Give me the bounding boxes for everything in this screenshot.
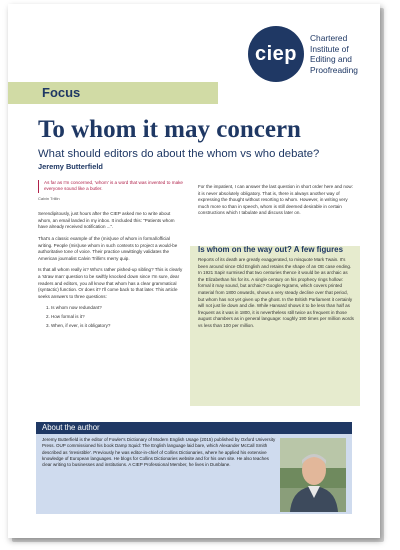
paragraph: Is that all whom really is? Who's rather pished-up sibling? This is clearly a 'straw man' question to be swiftly knocked down since I'm sure, dear readers and editors, you all know that whom has a clear grammatical (syntactic) function. Or does it? I'll come back to that later. This article seeks answers to three questions: bbox=[38, 267, 183, 299]
left-column bbox=[38, 180, 183, 331]
article-subtitle: What should editors do about the whom vs who debate? bbox=[38, 148, 320, 160]
ciep-logo bbox=[248, 26, 380, 82]
logo-wordmark: ciep bbox=[254, 42, 298, 65]
document-page bbox=[8, 4, 380, 538]
paragraph: Serendipitously, just hours after the CIEP asked me to write about whom, an email landed in my inbox. It included this: "Patients whom have already received notification ...". bbox=[38, 211, 175, 230]
paragraph: For the impatient, I can answer the last question in short order here and now: it is never absolutely obligatory. That is, there is always another way of expressing the thought without resorting to whom. However, in writing very much more so than in speech, whom is still deemed desirable in certain constructions which I tabulate and discuss later on. bbox=[198, 184, 353, 216]
about-body: Jeremy Butterfield is the editor of Fowler's Dictionary of Modern English Usage (2015) published by Oxford University Press. OUP commissioned his book Damp Squid: The English language laid bare, which Alexander McCall Smith described as 'irresistible'. Previously he was editor-in-chief of Collins Dictionaries, where he applied his extensive knowledge of European languages. He blogs for Collins Dictionaries website and for his own site. He also teaches clear writing to businesses and institutions. A CIEP Professional Member, he lives in Dunblane. bbox=[42, 437, 276, 468]
org-name bbox=[310, 33, 380, 75]
org-name-line: Proofreading bbox=[310, 64, 358, 75]
about-heading: About the author bbox=[42, 423, 100, 432]
org-name-line: Editing and bbox=[310, 54, 352, 64]
author-photo bbox=[280, 438, 346, 512]
list-item: 2. How formal is it? bbox=[51, 314, 183, 321]
section-band bbox=[8, 82, 218, 104]
paragraph: That's a classic example of the (mis)use of whom in formal/official writing. People (mis)use whom in such contexts to project a would-be authoritative tone of voice. Their practice unwittingly validates the American journalist Calvin Trillin's merry quip. bbox=[38, 235, 178, 261]
right-column-body bbox=[198, 257, 354, 335]
author-byline: Jeremy Butterfield bbox=[38, 162, 103, 171]
org-name-line: Institute of bbox=[310, 43, 349, 54]
list-item: 3. When, if ever, is it obligatory? bbox=[51, 323, 183, 330]
article-title: To whom it may concern bbox=[38, 116, 301, 143]
question-list bbox=[38, 305, 183, 329]
about-header bbox=[36, 422, 352, 434]
right-column-intro bbox=[198, 184, 354, 222]
logo-circle bbox=[248, 26, 304, 82]
quote-attribution: Calvin Trillin bbox=[38, 195, 60, 201]
list-item: 1. Is whom now redundant? bbox=[51, 305, 183, 312]
pull-quote: As far as I'm concerned, 'whom' is a word that was invented to make everyone sound like a butler. bbox=[38, 180, 183, 193]
section-label: Focus bbox=[42, 85, 81, 100]
org-name-line: Chartered bbox=[310, 33, 348, 43]
paragraph: Reports of its death are greatly exaggerated, to misquote Mark Twain. It's been around since Old English and retains the shape of an OE case ending. In 1921 Sapir surmised that two centuries thence it would be as archaic as the Elizabethan his for its. A single century on his prophecy rings hollow: formal it may sound, but archaic? Google Ngrams, which covers printed material from 1800 onwards, shows a very steady decline over that period, but whom has not yet given up the ghost. In the British Parliament it certainly will not just lie down and die. While Hansard shows it to be less than half as frequent as it was in 1800, it is nevertheless still twice as frequent in those august chambers as in general language: roughly 190 times per million words vs less than 100 per million. bbox=[198, 257, 354, 328]
about-author-box bbox=[36, 422, 352, 514]
section-heading: Is whom on the way out? A few figures bbox=[198, 245, 343, 254]
